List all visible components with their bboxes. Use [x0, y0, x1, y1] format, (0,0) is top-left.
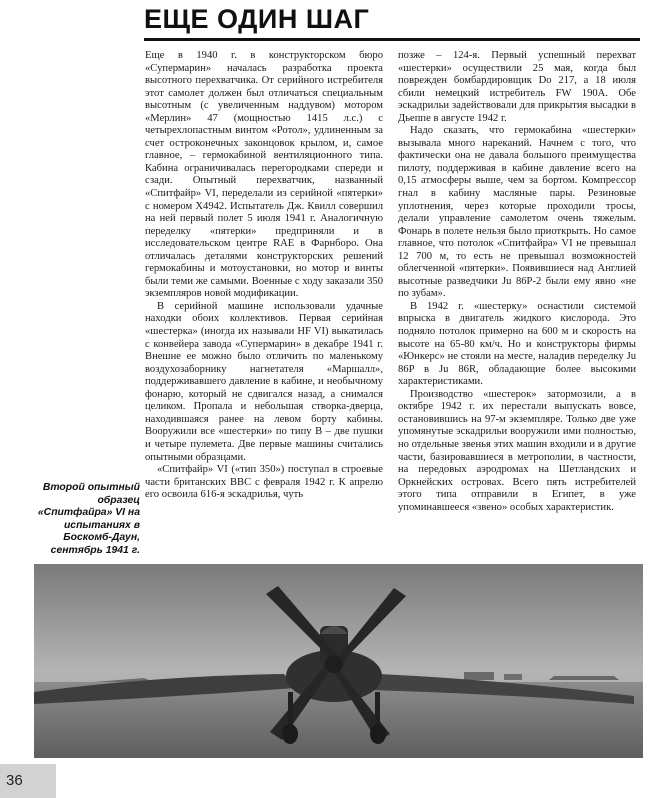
article-title: ЕЩЕ ОДИН ШАГ — [144, 4, 370, 34]
title-rule — [144, 38, 640, 41]
page-number-box — [0, 764, 56, 798]
paragraph: Производство «шестерок» затормозили, а в октябре 1942 г. их перестали выпускать вовсе, остановившись на 97-м экземпляре. Только две уже упомянутые эскадрильи вооружили ими полностью, но отдельные звенья этих машин входили и в другие части, базировавшиеся в метрополии, в частности, на передовых аэродромах на Шетландских и Оркнейских островах. Всего пять истребителей этого типа отправили в Египет, в уже упоминавшееся «звено» особых характеристик. — [398, 388, 636, 513]
paragraph: Еще в 1940 г. в конструкторском бюро «Супермарин» началась разработка проекта высотного перехватчика. От серийного истребителя этот самолет должен был отличаться специальным высотным (с увеличенным наддувом) мотором «Мерлин» 47 (мощностью 1415 л.с.) с четырехлопастным винтом «Ротол», удлиненным за счет остроконечных законцовок крылом, и, самое главное, – гермокабиной вентиляционного типа. Кабина ограничивалась перегородками спереди и сзади. Опытный перехватчик, названный «Спитфайр» VI, переделали из серийной «пятерки» с номером X4942. Испытатель Дж. Квилл совершил на ней первый полет 5 июля 1941 г. Аналогичную переделку «пятерки» предприняли и в исследовательском центре RAE в Фарнборо. Она отличалась деталями конструкторских решений гермокабины и мотоустановки, но мотор и винты были теми же самыми. Военные с ходу заказали 350 экземпляров новой модификации. — [145, 50, 383, 300]
paragraph: Надо сказать, что гермокабина «шестерки» вызывала много нареканий. Начнем с того, что фактически она не давала большого преимущества пилоту, поддерживая в кабине давление всего на 0,15 атмосферы выше, чем за бортом. Компрессор гнал в кабину масляные пары. Резиновые уплотнения, через которые проходили тросы, делали управление самолетом очень тяжелым. Фонарь в полете нельзя было приоткрыть. Но самое главное, что потолок «Спитфайра» VI не превышал 12 700 м, то есть не превышал возможностей облегченной «пятерки». Появившиеся над Англией высотные разведчики Ju 86P-2 были ему явно «не по зубам». — [398, 125, 636, 300]
paragraph: «Спитфайр» VI («тип 350») поступал в строевые части британских ВВС с февраля 1942 г. К апрелю его освоила 616-я эскадрилья, чуть — [145, 464, 383, 501]
photo-caption: Второй опытный образец «Спитфайра» VI на испытаниях в Боскомб-Даун, сентябрь 1941 г. — [37, 482, 140, 556]
text-column-left — [145, 50, 383, 502]
aircraft-photo — [34, 564, 643, 758]
paragraph: позже – 124-я. Первый успешный перехват «шестерки» осуществили 25 мая, когда был поврежден бомбардировщик Do 217, а 18 июля сбили немецкий истребитель FW 190A. Обе эскадрильи задействовали для прикрытия высадки в Дьеппе в августе 1942 г. — [398, 50, 636, 124]
text-column-right — [398, 50, 636, 514]
paragraph: В 1942 г. «шестерку» оснастили системой впрыска в двигатель жидкого кислорода. Это подняло потолок примерно на 600 м и скорость на высоте на 65-80 км/ч. Но и конструкторы фирмы «Юнкерс» не стояли на месте, наладив переделку Ju 86P в Ju 86R, обладающие более высокими характеристиками. — [398, 300, 636, 388]
paragraph: В серийной машине использовали удачные находки обоих коллективов. Первая серийная «шестерка» (иногда их называли HF VI) выкатилась с конвейера завода «Супермарин» в декабре 1941 г. Внешне ее можно было отличить по маленькому воздухозаборнику нагнетателя «Маршалл», поддерживавшего давление в кабине, и необычному фонарю, который не сдвигался назад, а снимался целиком. Пропала и небольшая створка-дверца, находившаяся ранее на левом борту кабины. Вооружили все «шестерки» по типу B – две пушки и четыре пулемета. Две первые машины считались опытными образцами. — [145, 300, 383, 463]
page-number: 36 — [6, 772, 23, 789]
spitfire-airfield-image — [34, 564, 643, 758]
